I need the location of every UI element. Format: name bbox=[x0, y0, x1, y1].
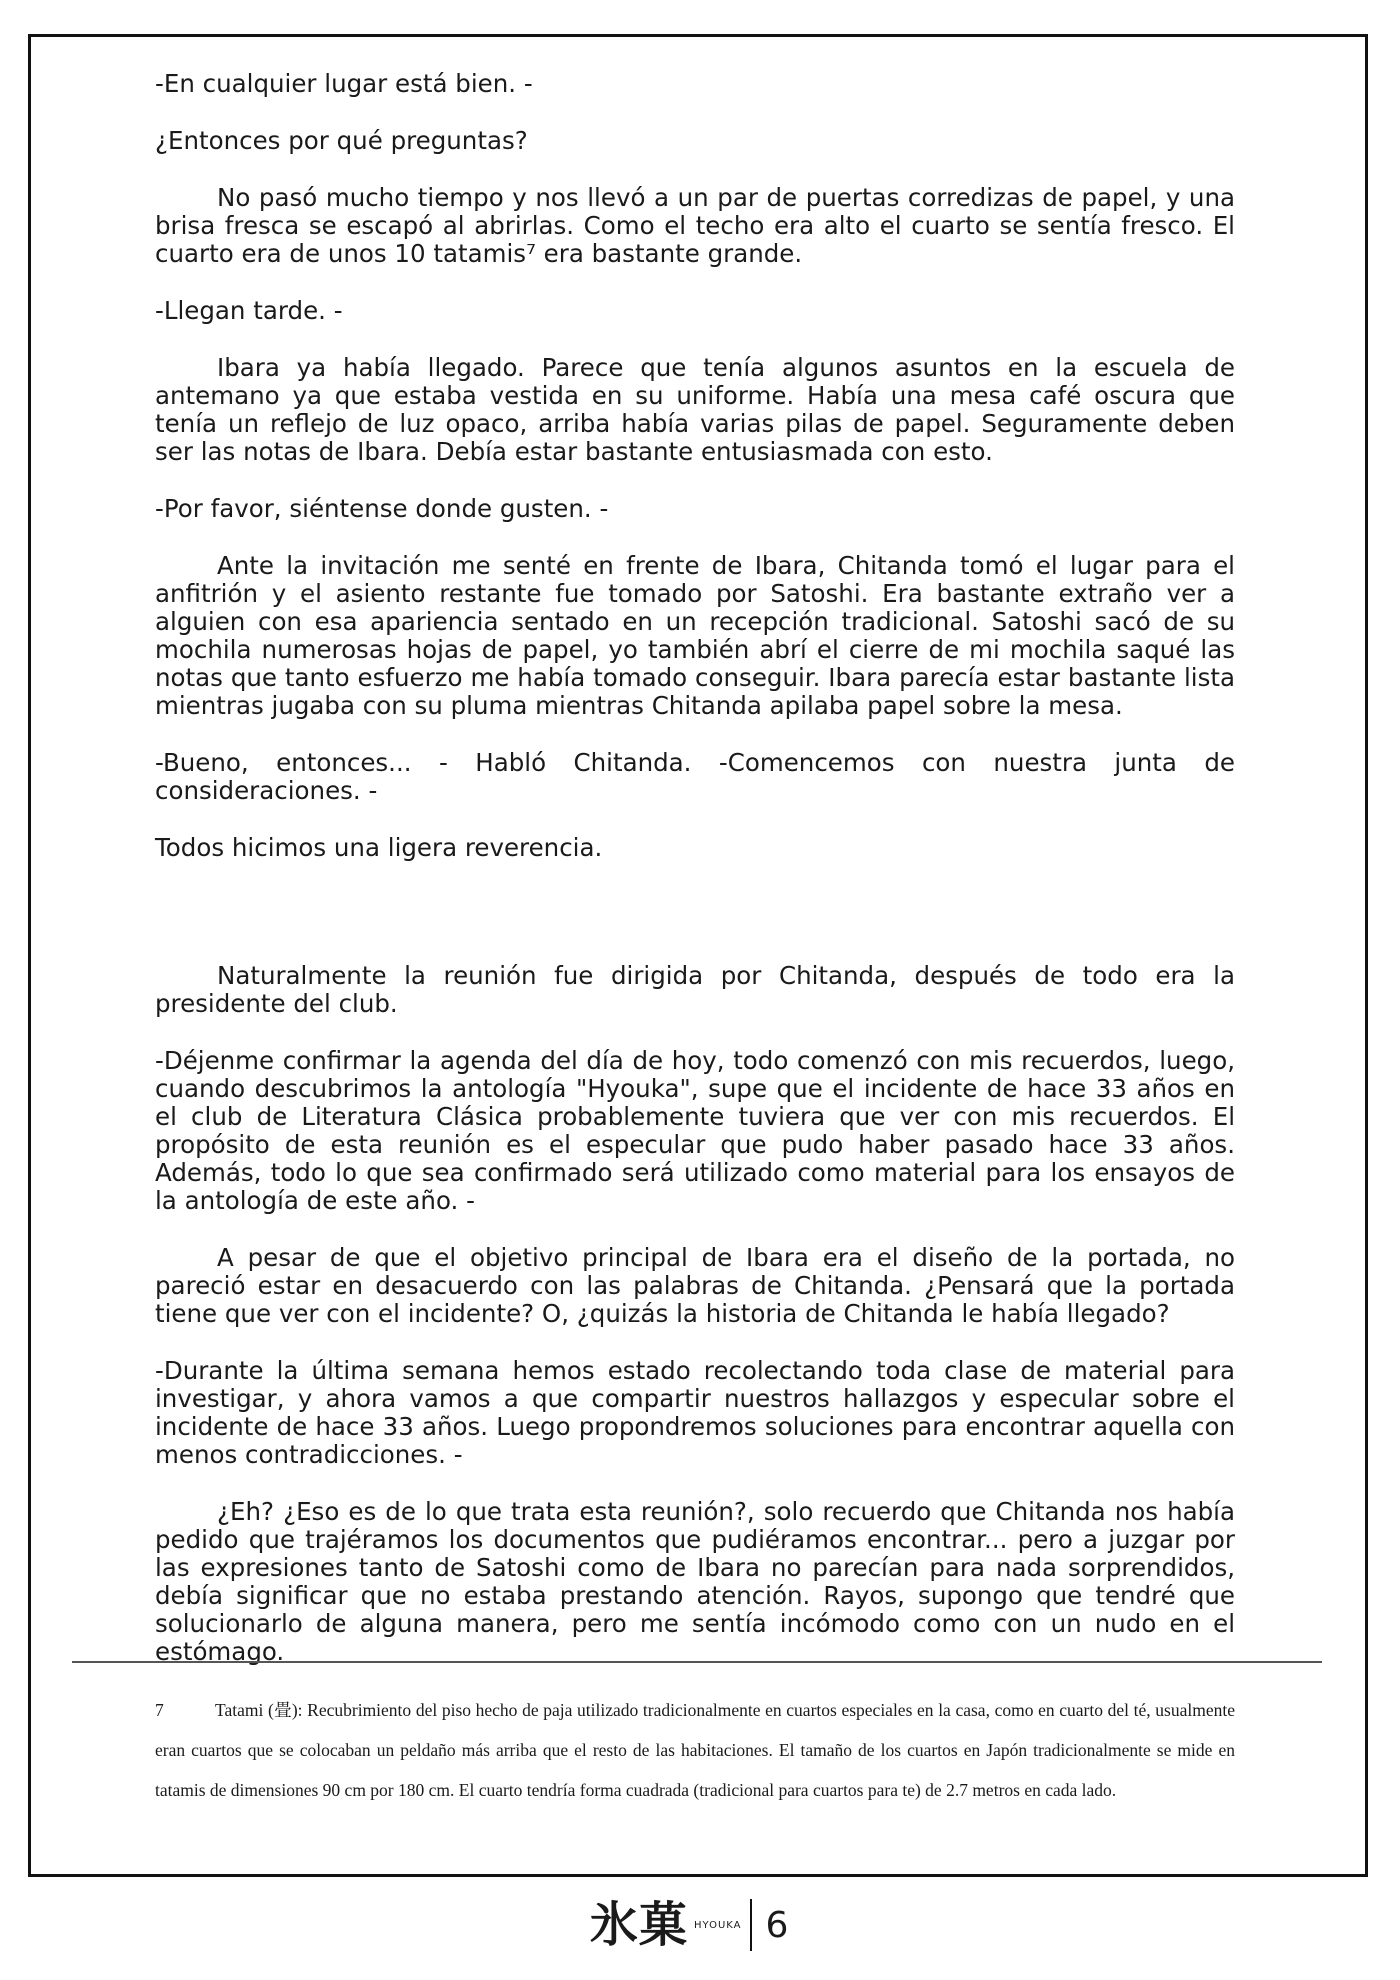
paragraph: -Déjenme confirmar la agenda del día de hoy, todo comenzó con mis recuerdos, luego, cuando descubrimos la antología "Hyouka", supe que el incidente de hace 33 años en el club de Literatura Clásica probablemente tuviera que ver con mis recuerdos. El propósito de esta reunión es el especular que pudo haber pasado hace 33 años. Además, todo lo que sea confirmado será utilizado como material para los ensayos de la antología de este año. - bbox=[155, 1046, 1235, 1215]
footnote-divider bbox=[72, 1661, 1322, 1663]
footnote-text: Tatami (畳): Recubrimiento del piso hecho de paja utilizado tradicionalmente en cuartos especiales en la casa, como en cuarto del té, usualmente eran cuartos que se colocaban un peldaño más arriba que el resto de las habitaciones. El tamaño de los cuartos en Japón tradicionalmente se mide en tatamis de dimensiones 90 cm por 180 cm. El cuarto tendría forma cuadrada (tradicional para cuartos para te) de 2.7 metros en cada lado. bbox=[155, 1700, 1235, 1800]
paragraph: Ante la invitación me senté en frente de Ibara, Chitanda tomó el lugar para el anfitrión y el asiento restante fue tomado por Satoshi. Era bastante extraño ver a alguien con esa apariencia sentado en un recepción tradicional. Satoshi sacó de su mochila numerosas hojas de papel, yo también abrí el cierre de mi mochila saqué las notas que tanto esfuerzo me había tomado conseguir. Ibara parecía estar bastante lista mientras jugaba con su pluma mientras Chitanda apilaba papel sobre la mesa. bbox=[155, 551, 1235, 720]
paragraph: No pasó mucho tiempo y nos llevó a un par de puertas corredizas de papel, y una brisa fresca se escapó al abrirlas. Como el techo era alto el cuarto se sentía fresco. El cuarto era de unos 10 tatamis⁷ era bastante grande. bbox=[155, 183, 1235, 268]
paragraph: Todos hicimos una ligera reverencia. bbox=[155, 833, 603, 862]
hyouka-logo: 氷菓 bbox=[590, 1897, 689, 1953]
paragraph: -Bueno, entonces... - Habló Chitanda. -Comencemos con nuestra junta de consideraciones. - bbox=[155, 748, 1235, 805]
page-number: 6 bbox=[765, 1904, 789, 1946]
paragraph: -Llegan tarde. - bbox=[155, 296, 343, 325]
paragraph: -Durante la última semana hemos estado recolectando toda clase de material para investigar, y ahora vamos a que compartir nuestros hallazgos y especular sobre el incidente de hace 33 años. Luego propondremos soluciones para encontrar aquella con menos contradicciones. - bbox=[155, 1356, 1235, 1469]
paragraph: -En cualquier lugar está bien. - bbox=[155, 69, 533, 98]
paragraph: ¿Entonces por qué preguntas? bbox=[155, 126, 528, 155]
paragraph: ¿Eh? ¿Eso es de lo que trata esta reunión?, solo recuerdo que Chitanda nos había pedido que trajéramos los documentos que pudiéramos encontrar... pero a juzgar por las expresiones tanto de Satoshi como de Ibara no parecían para nada sorprendidos, debía significar que no estaba prestando atención. Rayos, supongo que tendré que solucionarlo de alguna manera, pero me sentía incómodo como con un nudo en el estómago. bbox=[155, 1497, 1235, 1666]
paragraph: Ibara ya había llegado. Parece que tenía algunos asuntos en la escuela de antemano ya que estaba vestida en su uniforme. Había una mesa café oscura que tenía un reflejo de luz opaco, arriba había varias pilas de papel. Seguramente deben ser las notas de Ibara. Debía estar bastante entusiasmada con esto. bbox=[155, 353, 1235, 466]
paragraph: -Por favor, siéntense donde gusten. - bbox=[155, 494, 609, 523]
body-text bbox=[155, 70, 1235, 1695]
paragraph: A pesar de que el objetivo principal de Ibara era el diseño de la portada, no pareció estar en desacuerdo con las palabras de Chitanda. ¿Pensará que la portada tiene que ver con el incidente? O, ¿quizás la historia de Chitanda le había llegado? bbox=[155, 1243, 1235, 1328]
paragraph: Naturalmente la reunión fue dirigida por Chitanda, después de todo era la presidente del club. bbox=[155, 961, 1235, 1018]
hyouka-logo-romaji: HYOUKA bbox=[694, 1919, 742, 1931]
footer-divider bbox=[750, 1899, 752, 1951]
footnote-number: 7 bbox=[155, 1700, 164, 1720]
page-footer bbox=[590, 1895, 788, 1955]
footnote bbox=[155, 1690, 1235, 1810]
